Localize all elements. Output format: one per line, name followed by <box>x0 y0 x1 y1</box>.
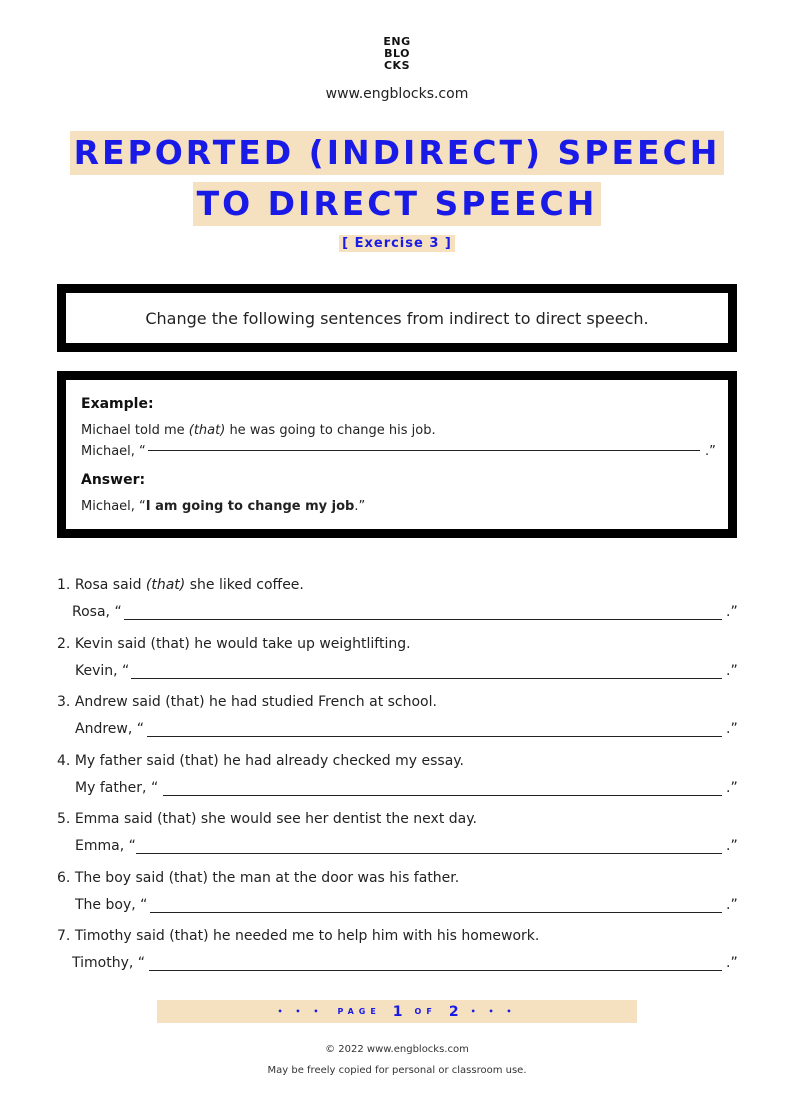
question-text: Timothy said (that) he needed me to help him with his homework. <box>74 928 540 944</box>
instruction-text: Change the following sentences from indirect to direct speech. <box>145 308 649 328</box>
title-line-2 <box>0 182 794 226</box>
answer-line-2[interactable] <box>131 678 722 679</box>
page-indicator <box>157 1000 637 1023</box>
question-number: 7. <box>57 928 71 944</box>
answer-line-6[interactable] <box>150 912 722 913</box>
answer-heading: Answer: <box>81 472 146 488</box>
question-7 <box>57 928 539 944</box>
question-italic: (that) <box>145 577 186 593</box>
engblocks-logo <box>377 36 417 72</box>
question-2 <box>57 636 411 652</box>
answer-end-1: .” <box>726 604 738 620</box>
answer-post: .” <box>354 499 366 514</box>
answer-line-3[interactable] <box>147 736 722 737</box>
answer-end-5: .” <box>726 838 738 854</box>
example-answer <box>81 499 365 514</box>
pager-dots-left: • • • <box>277 1007 324 1016</box>
example-end: .” <box>705 444 716 459</box>
example-sentence-pre: Michael told me <box>81 423 189 438</box>
answer-end-4: .” <box>726 780 738 796</box>
answer-line-4[interactable] <box>163 795 722 796</box>
pager-current: 1 <box>392 1003 403 1020</box>
answer-prompt-6: The boy, “ <box>75 897 148 913</box>
question-text: Rosa said <box>74 577 146 593</box>
question-text: My father said (that) he had already checked my essay. <box>74 753 465 769</box>
answer-line-1[interactable] <box>124 619 722 620</box>
logo-line: BLO <box>384 47 410 60</box>
answer-line-5[interactable] <box>136 853 722 854</box>
instruction-box <box>57 284 737 352</box>
answer-line-7[interactable] <box>149 970 722 971</box>
pager-dots-right: • • • <box>470 1007 517 1016</box>
answer-end-6: .” <box>726 897 738 913</box>
exercise-label <box>0 232 794 252</box>
footer-note: May be freely copied for personal or classroom use. <box>267 1065 527 1076</box>
question-1 <box>57 577 304 593</box>
footer-copyright: © 2022 www.engblocks.com <box>325 1044 469 1055</box>
answer-prompt-1: Rosa, “ <box>72 604 122 620</box>
example-prompt: Michael, “ <box>81 444 146 459</box>
answer-prompt-7: Timothy, “ <box>72 955 146 971</box>
question-5 <box>57 811 477 827</box>
example-answer-line <box>148 450 700 451</box>
example-box <box>57 371 737 538</box>
answer-pre: Michael, “ <box>81 499 146 514</box>
title-line-1 <box>0 131 794 175</box>
exercise-text: [ Exercise 3 ] <box>339 235 455 252</box>
example-sentence-post: he was going to change his job. <box>225 423 436 438</box>
question-text: Emma said (that) she would see her dentist the next day. <box>74 811 477 827</box>
answer-bold: I am going to change my job <box>145 499 355 514</box>
answer-prompt-2: Kevin, “ <box>75 663 130 679</box>
title-text: TO DIRECT SPEECH <box>193 182 602 226</box>
answer-prompt-5: Emma, “ <box>75 838 136 854</box>
answer-end-3: .” <box>726 721 738 737</box>
question-6 <box>57 870 459 886</box>
question-4 <box>57 753 464 769</box>
example-heading: Example: <box>81 396 154 412</box>
question-text: Kevin said (that) he would take up weightlifting. <box>74 636 411 652</box>
site-url[interactable]: www.engblocks.com <box>325 86 469 102</box>
answer-prompt-3: Andrew, “ <box>75 721 145 737</box>
question-number: 4. <box>57 753 71 769</box>
answer-end-7: .” <box>726 955 738 971</box>
question-number: 3. <box>57 694 71 710</box>
question-number: 2. <box>57 636 71 652</box>
question-text-post: she liked coffee. <box>185 577 304 593</box>
logo-line: ENG <box>383 35 411 48</box>
answer-prompt-4: My father, “ <box>75 780 159 796</box>
answer-end-2: .” <box>726 663 738 679</box>
question-number: 5. <box>57 811 71 827</box>
question-text: Andrew said (that) he had studied French at school. <box>74 694 437 710</box>
pager-page-word: PAGE <box>337 1007 381 1016</box>
logo-line: CKS <box>383 59 411 72</box>
example-sentence-italic: (that) <box>188 423 226 438</box>
pager-of-word: OF <box>414 1007 437 1016</box>
question-number: 6. <box>57 870 71 886</box>
question-number: 1. <box>57 577 71 593</box>
title-text: REPORTED (INDIRECT) SPEECH <box>70 131 725 175</box>
example-sentence <box>81 423 436 438</box>
pager-total: 2 <box>448 1003 459 1020</box>
question-text: The boy said (that) the man at the door was his father. <box>74 870 460 886</box>
question-3 <box>57 694 437 710</box>
